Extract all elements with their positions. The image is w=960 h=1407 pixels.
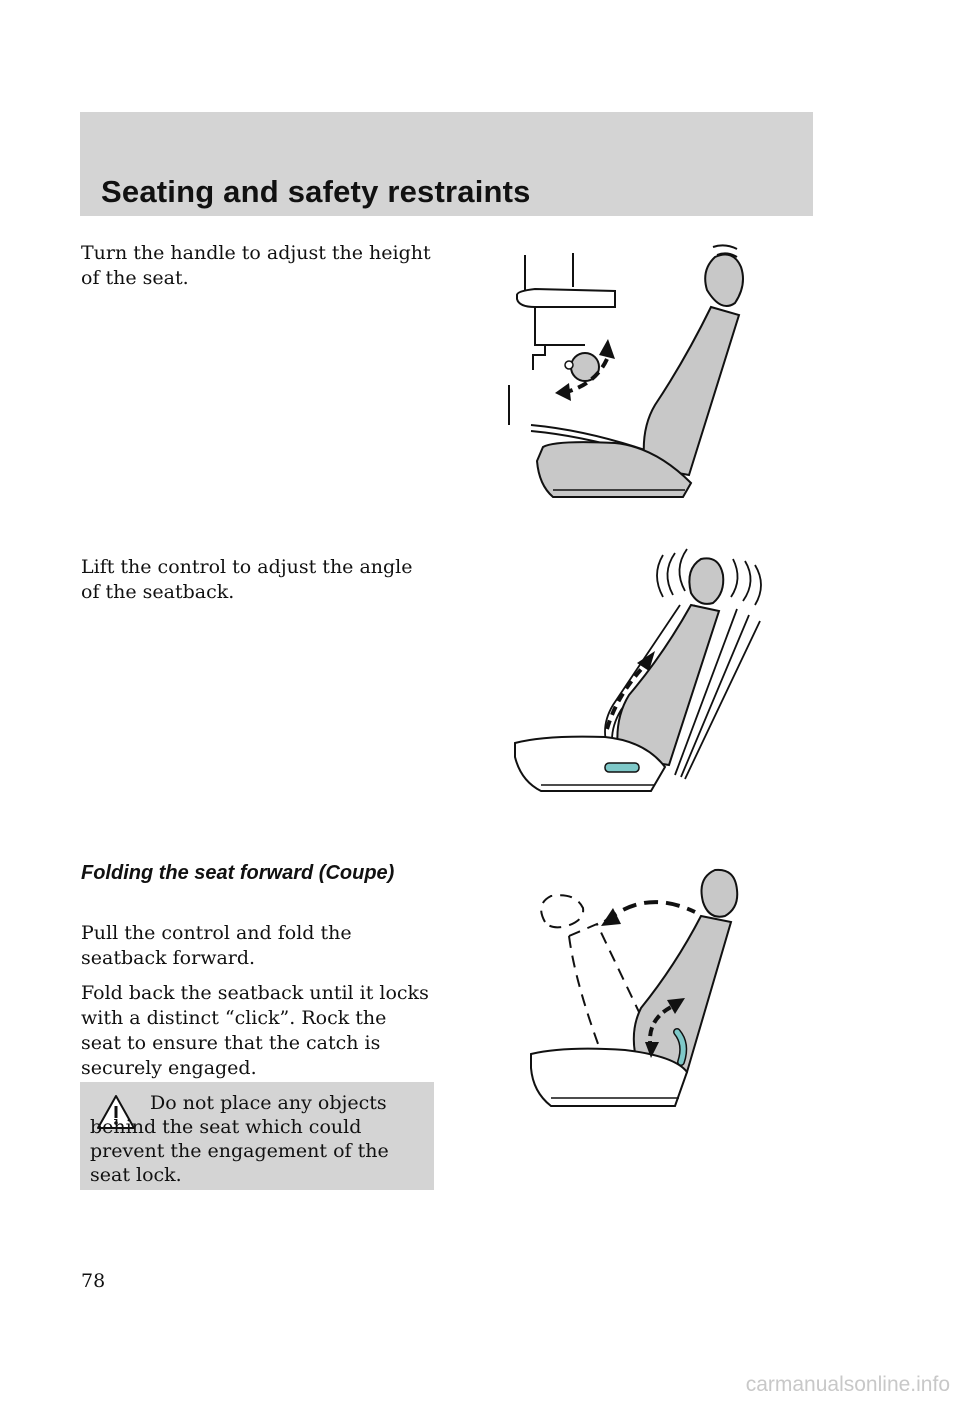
page-number: 78 bbox=[81, 1270, 106, 1292]
section-header bbox=[80, 112, 813, 216]
section-title: Seating and safety restraints bbox=[101, 174, 531, 209]
seat-folding-illustration bbox=[505, 862, 765, 1112]
seat-height-illustration bbox=[495, 235, 765, 505]
seatback-angle-instruction: Lift the control to adjust the angle of the seatback. bbox=[81, 556, 413, 603]
warning-box bbox=[80, 1082, 434, 1190]
folding-instruction-1: Pull the control and fold the seatback forward. bbox=[81, 922, 352, 969]
warning-text: Do not place any objects behind the seat which could prevent the engagement of the seat lock. bbox=[90, 1092, 389, 1186]
seat-height-instruction: Turn the handle to adjust the height of the seat. bbox=[81, 242, 431, 289]
folding-instruction-2: Fold back the seatback until it locks with a distinct “click”. Rock the seat to ensure that the catch is securely engaged. bbox=[81, 982, 429, 1079]
seatback-angle-illustration bbox=[505, 545, 770, 800]
footer-site: carmanualsonline.info bbox=[745, 1373, 950, 1396]
folding-seat-heading: Folding the seat forward (Coupe) bbox=[81, 862, 395, 884]
